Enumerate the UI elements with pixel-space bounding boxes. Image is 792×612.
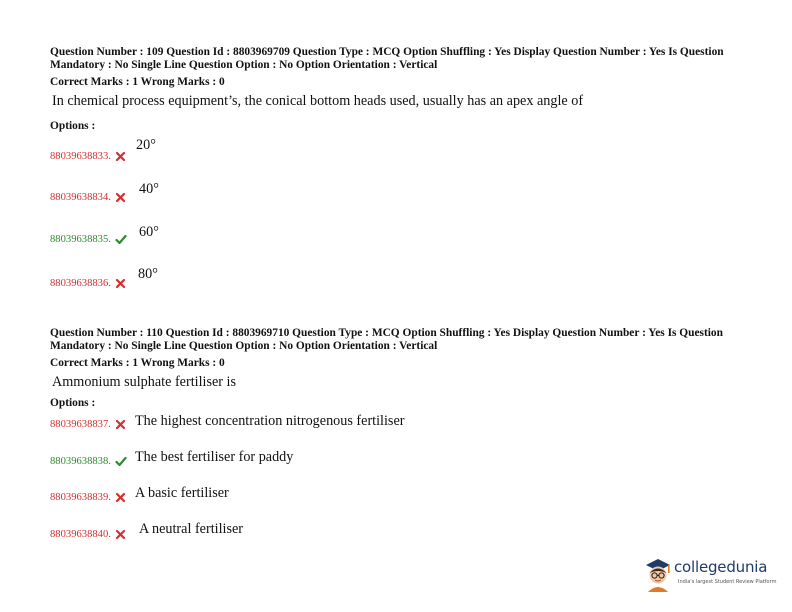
option-text: 80° — [138, 266, 158, 282]
option-text: The highest concentration nitrogenous fertiliser — [135, 413, 405, 429]
option-row — [50, 419, 126, 430]
cross-icon — [115, 492, 126, 503]
question-text: In chemical process equipment’s, the conical bottom heads used, usually has an apex angle of — [52, 93, 584, 109]
question-marks: Correct Marks : 1 Wrong Marks : 0 — [50, 76, 225, 88]
option-text: A basic fertiliser — [135, 485, 229, 501]
mascot-icon — [642, 556, 674, 592]
option-id: 88039638834. — [50, 192, 111, 203]
option-id: 88039638833. — [50, 151, 111, 162]
option-id: 88039638837. — [50, 419, 111, 430]
options-label: Options : — [50, 120, 96, 132]
option-row — [50, 234, 126, 245]
option-row — [50, 192, 126, 203]
collegedunia-logo — [642, 554, 778, 596]
option-id: 88039638835. — [50, 234, 111, 245]
question-text: Ammonium sulphate fertiliser is — [52, 374, 237, 390]
option-row — [50, 151, 126, 162]
option-text: 40° — [139, 181, 159, 197]
option-id: 88039638840. — [50, 529, 111, 540]
cross-icon — [115, 192, 126, 203]
option-id: 88039638836. — [50, 278, 111, 289]
check-icon — [115, 234, 126, 245]
cross-icon — [115, 151, 126, 162]
option-row — [50, 456, 126, 467]
logo-tagline: India's largest Student Review Platform — [678, 579, 777, 585]
option-row — [50, 278, 126, 289]
option-id: 88039638838. — [50, 456, 111, 467]
cross-icon — [115, 419, 126, 430]
option-row — [50, 492, 126, 503]
option-row — [50, 529, 126, 540]
question-meta: Question Number : 110 Question Id : 8803969710 Question Type : MCQ Option Shuffling : Yes Display Question Number : Yes Is Question Mandatory : No Single Line Question Option : No Option Orientation : Vertical — [50, 327, 723, 352]
check-icon — [115, 456, 126, 467]
options-label: Options : — [50, 397, 96, 409]
option-text: The best fertiliser for paddy — [135, 449, 294, 465]
cross-icon — [115, 529, 126, 540]
cross-icon — [115, 278, 126, 289]
option-text: 20° — [136, 137, 156, 153]
option-text: A neutral fertiliser — [139, 521, 244, 537]
option-id: 88039638839. — [50, 492, 111, 503]
option-text: 60° — [139, 224, 159, 240]
question-meta: Question Number : 109 Question Id : 8803969709 Question Type : MCQ Option Shuffling : Yes Display Question Number : Yes Is Question Mandatory : No Single Line Question Option : No Option Orientation : Vertical — [50, 46, 724, 71]
logo-name: collegedunia — [674, 558, 768, 576]
question-marks: Correct Marks : 1 Wrong Marks : 0 — [50, 357, 225, 369]
